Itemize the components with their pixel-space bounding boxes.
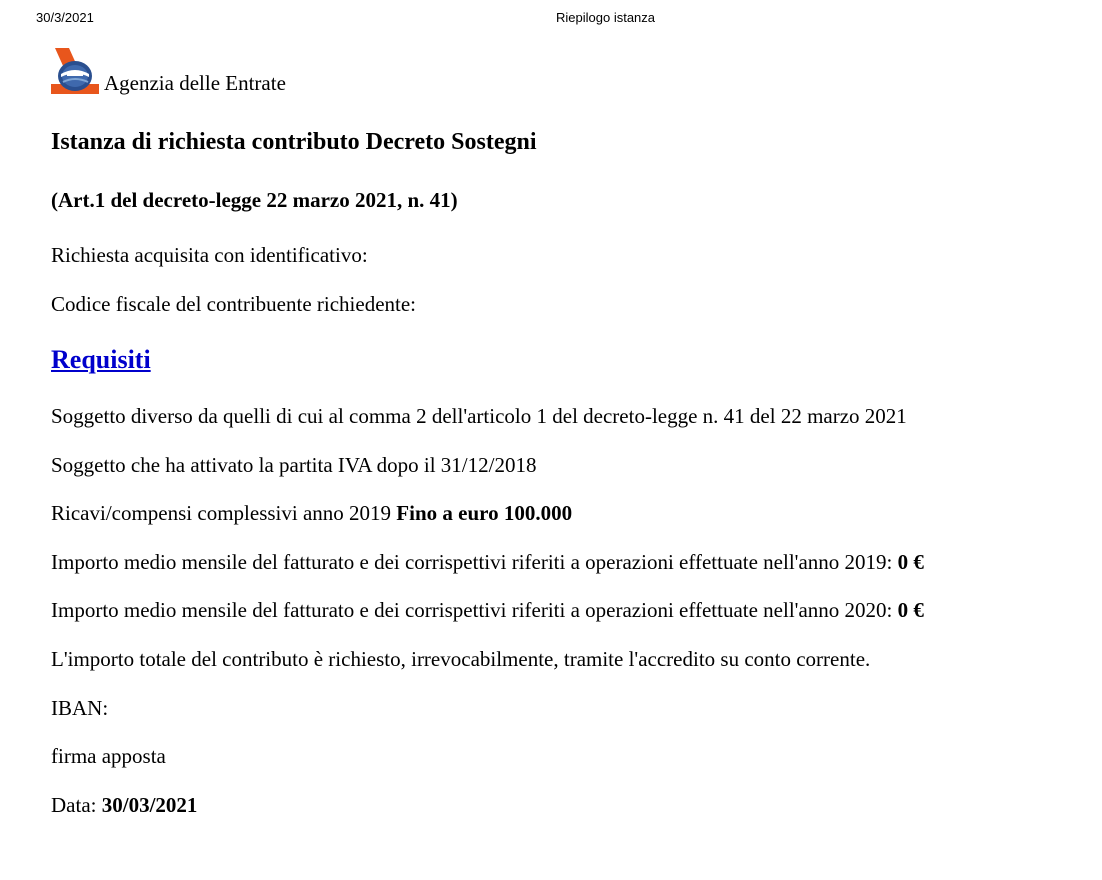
requisiti-link[interactable]: Requisiti	[51, 345, 151, 374]
agenzia-entrate-logo-icon	[49, 46, 101, 96]
contribution-text: L'importo totale del contributo è richiesto, irrevocabilmente, tramite l'accredito su conto corrente.	[51, 647, 871, 671]
avg-2019-value: 0 €	[897, 550, 924, 574]
avg-2019-row	[51, 549, 924, 575]
brand-header	[49, 44, 1071, 96]
requisito-partita-iva: Soggetto che ha attivato la partita IVA dopo il 31/12/2018	[51, 453, 537, 477]
print-page-title: Riepilogo istanza	[556, 10, 656, 25]
requisito-soggetto-diverso: Soggetto diverso da quelli di cui al comma 2 dell'articolo 1 del decreto-legge n. 41 del 22 marzo 2021	[51, 404, 907, 428]
print-date: 30/3/2021	[36, 10, 94, 25]
avg-2020-label: Importo medio mensile del fatturato e dei corrispettivi riferiti a operazioni effettuate nell'anno 2020:	[51, 598, 893, 622]
request-id-label: Richiesta acquisita con identificativo:	[51, 243, 368, 267]
print-header	[0, 10, 1102, 28]
avg-2020-row	[51, 597, 924, 623]
signature-text: firma apposta	[51, 744, 166, 768]
iban-label: IBAN:	[51, 696, 109, 720]
document-content	[51, 44, 1071, 817]
document-title: Istanza di richiesta contributo Decreto Sostegni	[51, 129, 537, 155]
date-row	[51, 792, 197, 818]
revenue-value: Fino a euro 100.000	[396, 501, 573, 525]
avg-2020-value: 0 €	[897, 598, 924, 622]
date-label: Data:	[51, 793, 97, 817]
avg-2019-label: Importo medio mensile del fatturato e dei corrispettivi riferiti a operazioni effettuate nell'anno 2019:	[51, 550, 893, 574]
document-subtitle: (Art.1 del decreto-legge 22 marzo 2021, n. 41)	[51, 188, 458, 212]
revenue-label: Ricavi/compensi complessivi anno 2019	[51, 501, 392, 525]
revenue-row	[51, 500, 572, 526]
date-value: 30/03/2021	[101, 793, 198, 817]
brand-name: Agenzia delle Entrate	[104, 71, 286, 95]
tax-code-label: Codice fiscale del contribuente richiedente:	[51, 292, 417, 316]
